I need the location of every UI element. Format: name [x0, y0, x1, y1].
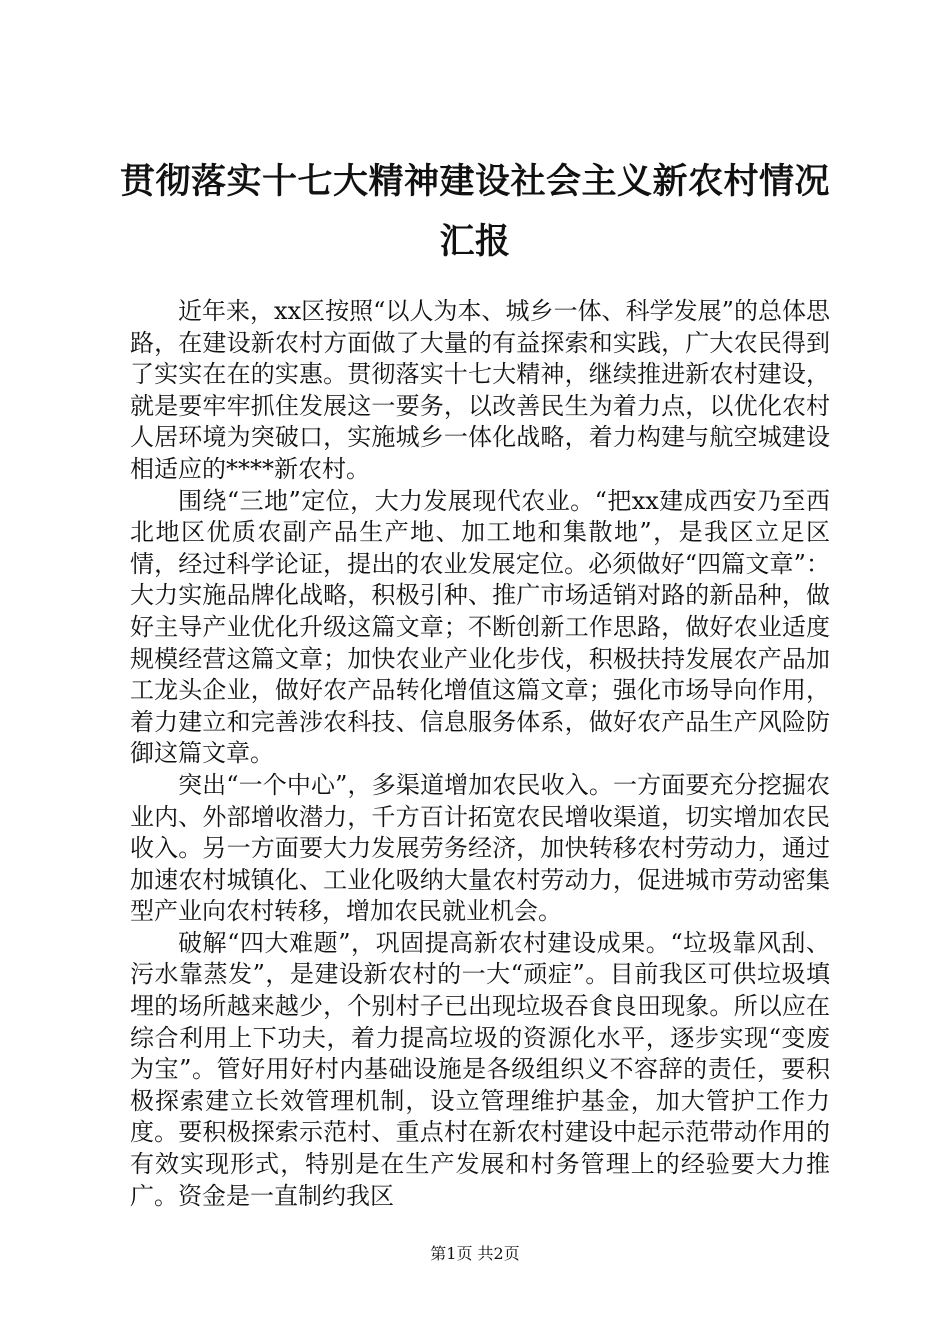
document-title-continued: 汇报 [439, 221, 511, 262]
document-title: 贯彻落实十七大精神建设社会主义新农村情况 [119, 161, 830, 202]
document-body [130, 296, 830, 1212]
paragraph: 近年来，xx区按照“以人为本、城乡一体、科学发展”的总体思路，在建设新农村方面做了大量的有益探索和实践，广大农民得到了实实在在的实惠。贯彻落实十七大精神，继续推进新农村建设，就是要牢牢抓住发展这一要务，以改善民生为着力点，以优化农村人居环境为突破口，实施城乡一体化战略，着力构建与航空城建设相适应的****新农村。 [130, 297, 830, 483]
paragraph: 围绕“三地”定位，大力发展现代农业。“把xx建成西安乃至西北地区优质农副产品生产地、加工地和集散地”，是我区立足区情，经过科学论证，提出的农业发展定位。必须做好“四篇文章”：大力实施品牌化战略，积极引种、推广市场适销对路的新品种，做好主导产业优化升级这篇文章；不断创新工作思路，做好农业适度规模经营这篇文章；加快农业产业化步伐，积极扶持发展农产品加工龙头企业，做好农产品转化增值这篇文章；强化市场导向作用，着力建立和完善涉农科技、信息服务体系，做好农产品生产风险防御这篇文章。 [130, 486, 830, 768]
paragraph: 突出“一个中心”，多渠道增加农民收入。一方面要充分挖掘农业内、外部增收潜力，千方百计拓宽农民增收渠道，切实增加农民收入。另一方面要大力发展劳务经济，加快转移农村劳动力，通过加速农村城镇化、工业化吸纳大量农村劳动力，促进城市劳动密集型产业向农村转移，增加农民就业机会。 [130, 770, 830, 926]
paragraph: 破解“四大难题”，巩固提高新农村建设成果。“垃圾靠风刮、污水靠蒸发”，是建设新农村的一大“顽症”。目前我区可供垃圾填埋的场所越来越少，个别村子已出现垃圾吞食良田现象。所以应在综合利用上下功夫，着力提高垃圾的资源化水平，逐步实现“变废为宝”。管好用好村内基础设施是各级组织义不容辞的责任，要积极探索建立长效管理机制，设立管理维护基金，加大管护工作力度。要积极探索示范村、重点村在新农村建设中起示范带动作用的有效实现形式，特别是在生产发展和村务管理上的经验要大力推广。资金是一直制约我区 [130, 928, 830, 1210]
page-footer: 第1页 共2页 [430, 1244, 520, 1263]
